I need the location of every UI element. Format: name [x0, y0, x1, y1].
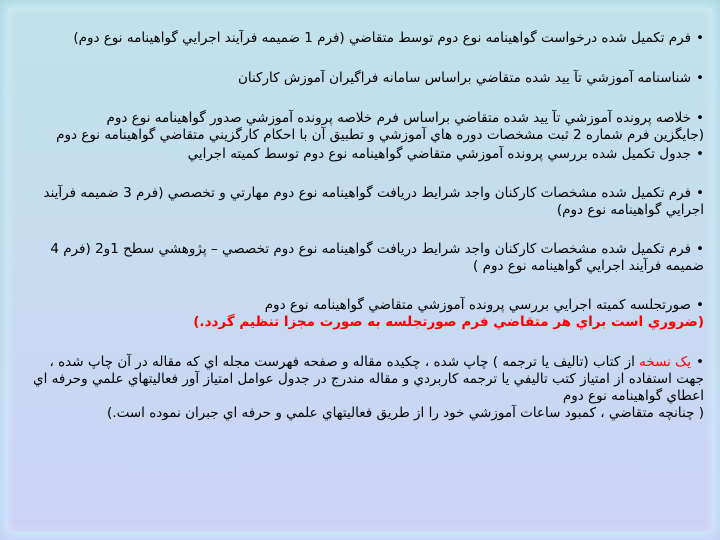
slide: [8, 8, 712, 532]
list-item-review-table: [18, 146, 704, 163]
bullet-icon: •: [696, 70, 704, 86]
bullet-icon: •: [696, 297, 704, 313]
bullet-icon: •: [696, 241, 704, 257]
highlight-text: يک نسخه: [639, 354, 692, 370]
list-item-text: •يک نسخه از كتاب (تاليف يا ترجمه ) چاپ شده ، چكيده مقاله و صفحه فهرست مجله اي كه مقاله در آن چاپ شده ، جهت استفاده از امتياز كتب تاليفي يا ترجمه كاربردي و مقاله مندرج در جدول عوامل امتياز آور فعاليتهاي علمي وحرفه اي اعطاي گواهينامه نوع دوم: [33, 354, 704, 404]
bullet-icon: •: [696, 146, 704, 162]
list-item-text: •خلاصه پرونده آموزشي تآ ييد شده متقاضي براساس فرم خلاصه پرونده آموزشي صدور گواهينامه نوع دوم: [106, 110, 704, 126]
list-item-training-id: [18, 70, 704, 87]
list-item-research-form: [18, 241, 704, 275]
list-item-committee-minutes: [18, 297, 704, 331]
list-item-text: •فرم تكميل شده درخواست گواهينامه نوع دوم توسط متقاضي (فرم 1 ضميمه فرآيند اجرايي گواهينامه نوع دوم): [73, 30, 704, 46]
list-item-text: •فرم تكميل شده مشخصات كاركنان واجد شرايط دريافت گواهينامه نوع دوم تخصصي – پژوهشي سطح 1و2 (فرم 4 ضميمه فرآيند اجرايي گواهينامه نوع دوم ): [50, 241, 704, 274]
list-item-warning: (ضروري است براي هر متقاضي فرم صورتجلسه به صورت مجزا تنظيم گردد.): [193, 314, 704, 330]
bullet-icon: •: [696, 185, 704, 201]
bullet-icon: •: [696, 354, 704, 370]
list-item-book-copy: [18, 354, 704, 422]
list-item-text: •فرم تكميل شده مشخصات كاركنان واجد شرايط دريافت گواهينامه نوع دوم مهارتي و تخصصي (فرم 3 ضميمه فرآيند اجرايي گواهينامه نوع دوم): [43, 185, 704, 218]
list-item-subtext: (جايگزين فرم شماره 2 ثبت مشخصات دوره هاي آموزشي و تطبيق آن با احكام كارگزيني متقاضي گواهينامه نوع دوم: [56, 127, 704, 143]
bullet-icon: •: [696, 110, 704, 126]
list-item-subtext: ( چنانچه متقاضي ، كمبود ساعات آموزشي خود را از طريق فعاليتهاي علمي و حرفه اي جبران نموده است.): [107, 405, 704, 421]
list-item-skills-form: [18, 185, 704, 219]
list-item-application-form: [18, 30, 704, 47]
list-item-text: •جدول تكميل شده بررسي پرونده آموزشي متقاضي گواهينامه نوع دوم توسط كميته اجرايي: [187, 146, 704, 162]
slide-content: [18, 30, 704, 422]
list-item-text: •صورتجلسه كميته اجرايي بررسي پرونده آموزشي متقاضي گواهينامه نوع دوم: [264, 297, 704, 313]
list-item-text: •شناسنامه آموزشي تآ ييد شده متقاضي براساس سامانه فراگيران آموزش كاركنان: [237, 70, 704, 86]
list-item-training-file-summary: [18, 110, 704, 144]
bullet-icon: •: [696, 30, 704, 46]
